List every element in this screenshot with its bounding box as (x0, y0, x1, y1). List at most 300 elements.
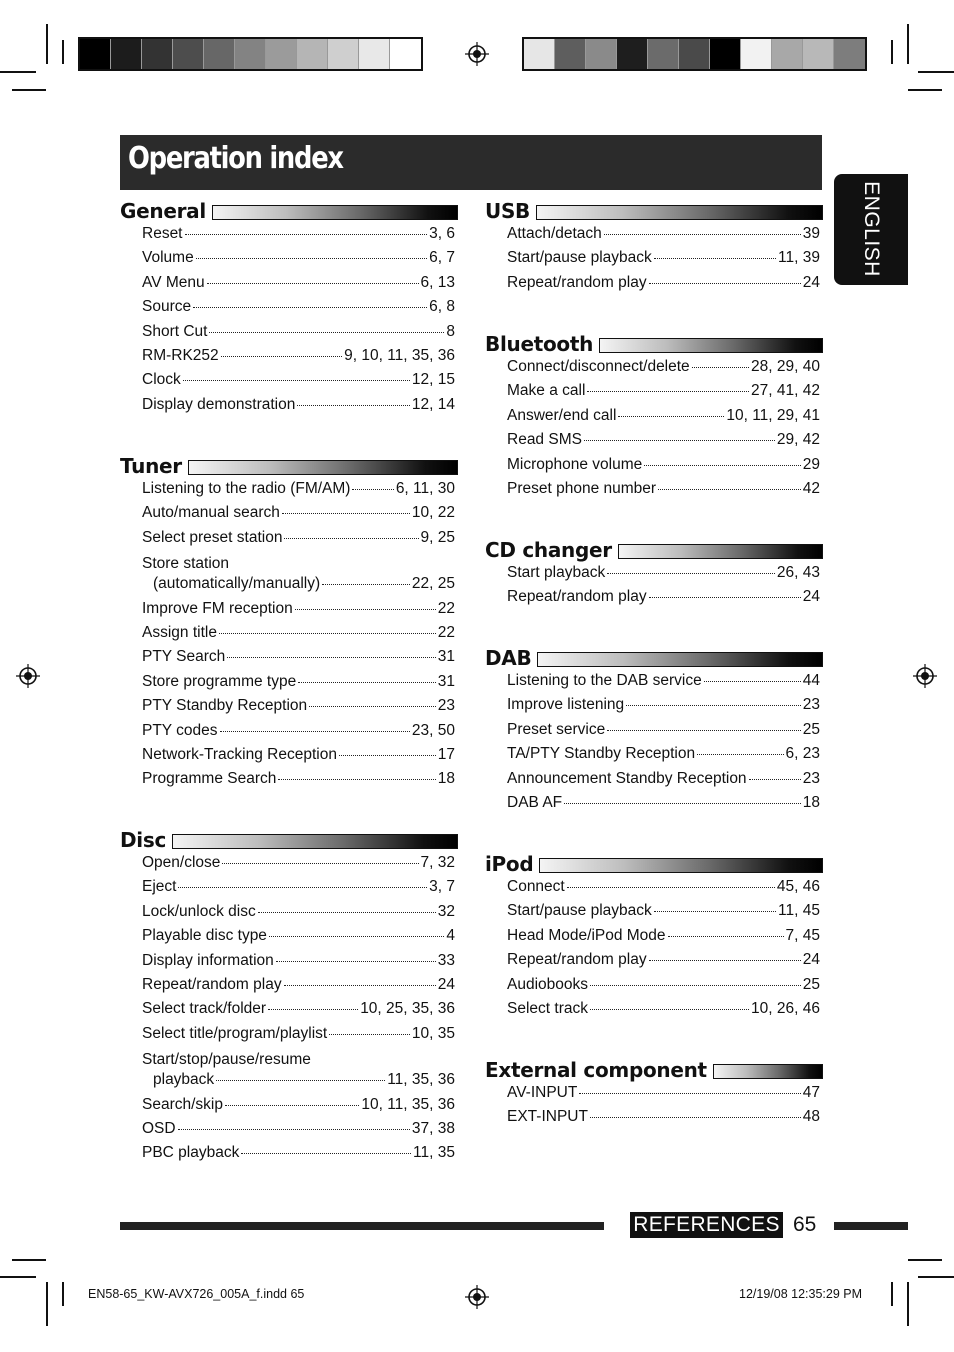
section-usb (485, 199, 823, 298)
index-entry-pages: 4 (446, 927, 455, 945)
color-swatch (80, 39, 111, 69)
index-entry (507, 249, 820, 273)
crop-mark (46, 24, 48, 64)
dot-leader (587, 391, 749, 392)
index-entry-pages: 11, 45 (778, 902, 820, 920)
dot-leader (221, 356, 342, 357)
section-gradient-bar (188, 460, 458, 475)
dot-leader (269, 936, 444, 937)
index-entry-label: DAB AF (507, 793, 563, 811)
index-entry-label: PTY Standby Reception (142, 697, 308, 715)
section-bluetooth (485, 332, 823, 504)
index-entry-label: Select preset station (142, 528, 283, 546)
index-entry-label: Connect/disconnect/delete (507, 358, 690, 375)
index-entry-pages: 27, 41, 42 (751, 382, 820, 400)
dot-leader (185, 234, 428, 235)
index-entry-label: PTY Search (142, 648, 226, 666)
color-swatch (173, 39, 204, 69)
index-entry-label: Repeat/random play (142, 975, 282, 993)
crop-mark (891, 40, 893, 64)
dot-leader (579, 1093, 800, 1094)
index-entry-pages: 10, 25, 35, 36 (360, 1000, 455, 1018)
section-title: General (120, 199, 206, 223)
dot-leader (298, 682, 436, 683)
crop-mark (908, 89, 942, 91)
crop-mark (0, 71, 36, 73)
index-entry-label: AV-INPUT (507, 1084, 578, 1101)
index-entry-pages: 23 (802, 769, 820, 787)
index-entry (142, 371, 455, 395)
index-entry (142, 347, 455, 371)
index-entry-label: Improve listening (507, 696, 625, 714)
index-entry-label: Select track (507, 999, 588, 1017)
registration-mark-icon (913, 664, 937, 688)
index-entry-pages: 47 (802, 1084, 820, 1101)
index-entry-pages: 6, 13 (420, 273, 455, 291)
registration-mark-icon (465, 1285, 489, 1309)
index-entry (507, 1084, 820, 1108)
dot-leader (222, 863, 418, 864)
dot-leader (258, 912, 436, 913)
index-entry-pages: 9, 25 (420, 528, 455, 546)
index-entry (507, 902, 820, 926)
index-entry-label: Answer/end call (507, 406, 617, 424)
index-entry-label: Start/pause playback (507, 249, 652, 267)
color-swatch (710, 39, 741, 69)
dot-leader (282, 513, 410, 514)
dot-leader (626, 705, 801, 706)
dot-leader (295, 609, 436, 610)
index-entry-pages: 44 (802, 672, 820, 689)
crop-mark (907, 24, 909, 64)
index-entry (142, 480, 455, 504)
section-gradient-bar (212, 205, 458, 220)
section-title: Disc (120, 828, 167, 852)
index-entry-pages: 25 (802, 720, 820, 738)
dot-leader (216, 1080, 385, 1081)
index-entry-label: Head Mode/iPod Mode (507, 926, 666, 944)
dot-leader (618, 416, 724, 417)
index-entry-pages: 28, 29, 40 (751, 358, 820, 375)
color-swatch (359, 39, 390, 69)
index-entry-pages: 6, 8 (429, 298, 455, 316)
section-external-component (485, 1058, 823, 1133)
index-entry (142, 854, 455, 878)
crop-mark (0, 1276, 36, 1278)
dot-leader (654, 258, 776, 259)
index-entry-label: Open/close (142, 854, 221, 871)
index-entry-label: Volume (142, 249, 194, 267)
color-swatch (266, 39, 297, 69)
section-ipod (485, 852, 823, 1024)
index-entry (507, 1000, 820, 1024)
crop-mark (12, 89, 46, 91)
index-entry (142, 903, 455, 927)
index-entry-pages: 17 (437, 745, 455, 763)
index-entry (507, 225, 820, 249)
dot-leader (590, 1009, 749, 1010)
color-swatch (772, 39, 803, 69)
index-entry (142, 927, 455, 951)
index-entry-label: Select track/folder (142, 1000, 267, 1018)
color-swatch (586, 39, 617, 69)
index-entry-label: Eject (142, 878, 177, 896)
index-entry-pages: 8 (446, 322, 455, 340)
index-entry-label: Programme Search (142, 770, 277, 788)
color-swatch (390, 39, 421, 69)
index-entry-pages: 12, 15 (411, 371, 455, 389)
index-entry (507, 878, 820, 902)
index-entry-label: Preset service (507, 720, 606, 738)
color-swatch (142, 39, 173, 69)
index-entry (142, 504, 455, 528)
dot-leader (584, 440, 775, 441)
dot-leader (284, 538, 418, 539)
index-entry-pages: 3, 6 (429, 225, 455, 242)
color-swatch (235, 39, 266, 69)
registration-mark-icon (465, 42, 489, 66)
index-entry-label: Connect (507, 878, 565, 895)
section-title: External component (485, 1058, 707, 1082)
index-entry-label: Reset (142, 225, 183, 242)
index-entry (507, 745, 820, 769)
dot-leader (564, 803, 801, 804)
section-title: USB (485, 199, 530, 223)
index-entry (507, 456, 820, 480)
section-dab (485, 646, 823, 818)
index-entry-pages: 9, 10, 11, 35, 36 (344, 346, 455, 364)
language-tab-label: ENGLISH (860, 181, 883, 277)
crop-mark (907, 1282, 909, 1326)
index-entry-pages: 11, 39 (778, 249, 820, 267)
index-entry-label: Listening to the radio (FM/AM) (142, 480, 351, 497)
dot-leader (309, 706, 436, 707)
index-entry-pages: 22 (437, 623, 455, 641)
index-entry-label: Read SMS (507, 431, 582, 449)
index-entry-pages: 37, 38 (411, 1119, 455, 1137)
index-entry (507, 951, 820, 975)
dot-leader (604, 234, 801, 235)
index-entry (142, 746, 455, 770)
index-entry (142, 1000, 455, 1024)
crop-mark (62, 40, 64, 64)
index-entry (507, 770, 820, 794)
index-entry-label: (automatically/manually) (153, 575, 321, 593)
index-entry-label: Display information (142, 951, 274, 969)
index-entry-label: Announcement Standby Reception (507, 769, 747, 787)
index-entry-pages: 6, 23 (785, 745, 820, 763)
index-entry (507, 407, 820, 431)
index-entry-pages: 31 (437, 672, 455, 690)
index-entry (142, 1120, 455, 1144)
dot-leader (654, 911, 776, 912)
index-entry-pages: 31 (437, 648, 455, 666)
index-entry (507, 794, 820, 818)
color-swatch (297, 39, 328, 69)
dot-leader (276, 961, 436, 962)
section-cd-changer (485, 538, 823, 613)
index-entry-pages: 48 (802, 1108, 820, 1126)
index-entry-pages: 10, 35 (411, 1024, 455, 1042)
index-entry (142, 722, 455, 746)
index-entry (142, 396, 455, 420)
index-entry (142, 274, 455, 298)
index-entry (142, 1071, 455, 1095)
dot-leader (352, 489, 393, 490)
color-swatch (834, 39, 865, 69)
dot-leader (697, 754, 783, 755)
dot-leader (183, 380, 410, 381)
index-entry (507, 672, 820, 696)
index-entry-label: Attach/detach (507, 225, 602, 242)
section-gradient-bar (172, 834, 458, 849)
index-entry-label: Playable disc type (142, 927, 267, 945)
index-entry-pages: 22 (437, 599, 455, 617)
color-swatch (617, 39, 648, 69)
index-entry (507, 976, 820, 1000)
footer-section-label: REFERENCES (630, 1212, 783, 1238)
dot-leader (284, 985, 436, 986)
index-entry-label: Store station (142, 555, 230, 573)
index-entry (142, 697, 455, 721)
dot-leader (241, 1153, 411, 1154)
index-entry-pages: 10, 11, 35, 36 (361, 1095, 455, 1113)
color-swatch (111, 39, 142, 69)
index-entry-pages: 23 (437, 697, 455, 715)
index-entry-pages: 24 (802, 951, 820, 969)
section-title: Bluetooth (485, 332, 594, 356)
index-entry-pages: 22, 25 (411, 575, 455, 593)
index-entry (142, 1144, 455, 1168)
index-entry (142, 878, 455, 902)
index-entry-label: Store programme type (142, 672, 297, 690)
section-gradient-bar (537, 652, 823, 667)
index-entry-label: Short Cut (142, 322, 208, 340)
crop-mark (12, 1259, 46, 1261)
color-swatch (204, 39, 235, 69)
index-entry (142, 298, 455, 322)
index-entry-pages: 10, 26, 46 (751, 999, 820, 1017)
dot-leader (607, 730, 801, 731)
index-entry (507, 927, 820, 951)
index-entry (142, 976, 455, 1000)
section-gradient-bar (618, 544, 823, 559)
dot-leader (649, 597, 801, 598)
index-entry-label: Repeat/random play (507, 273, 647, 291)
index-entry (142, 600, 455, 624)
dot-leader (649, 283, 801, 284)
crop-mark (908, 1259, 942, 1261)
dot-leader (590, 985, 801, 986)
print-slug-date: 12/19/08 12:35:29 PM (739, 1287, 863, 1301)
color-swatch (803, 39, 834, 69)
color-swatch (328, 39, 359, 69)
index-entry (507, 382, 820, 406)
dot-leader (644, 465, 800, 466)
index-entry-label: Assign title (142, 623, 217, 641)
index-entry (142, 225, 455, 249)
index-entry-pages: 23, 50 (411, 721, 455, 739)
color-calibration-strip-right (522, 37, 867, 71)
index-entry (507, 274, 820, 298)
index-entry (507, 588, 820, 612)
index-entry-pages: 42 (802, 479, 820, 497)
dot-leader (339, 755, 436, 756)
index-entry (142, 952, 455, 976)
index-entry (142, 575, 455, 599)
color-swatch (741, 39, 772, 69)
index-entry-pages: 11, 35 (413, 1144, 455, 1162)
index-entry-label: Start/stop/pause/resume (142, 1051, 311, 1069)
index-entry-label: Preset phone number (507, 479, 657, 497)
index-entry-pages: 7, 32 (420, 854, 455, 871)
index-entry-pages: 18 (437, 770, 455, 788)
index-entry-label: Source (142, 298, 192, 316)
print-slug-file: EN58-65_KW-AVX726_005A_f.indd 65 (88, 1287, 305, 1301)
index-entry-pages: 11, 35, 36 (387, 1071, 455, 1089)
page-number: 65 (793, 1213, 817, 1236)
index-entry-pages: 23 (802, 696, 820, 714)
index-entry-label: Select title/program/playlist (142, 1024, 328, 1042)
dot-leader (193, 307, 427, 308)
index-entry (507, 1108, 820, 1132)
index-entry-label: playback (153, 1071, 215, 1089)
dot-leader (220, 731, 410, 732)
dot-leader (209, 332, 444, 333)
index-entry-pages: 3, 7 (429, 878, 455, 896)
dot-leader (704, 681, 801, 682)
index-entry-label: EXT-INPUT (507, 1108, 588, 1126)
index-entry-pages: 32 (437, 902, 455, 920)
index-entry-label: Clock (142, 371, 181, 389)
footer-rule (120, 1222, 604, 1230)
index-entry-label: Search/skip (142, 1095, 223, 1113)
dot-leader (268, 1009, 358, 1010)
index-entry (142, 648, 455, 672)
index-entry-label: AV Menu (142, 273, 205, 291)
section-general (120, 199, 458, 420)
footer-rule (834, 1222, 908, 1230)
index-entry-pages: 26, 43 (776, 564, 820, 581)
crop-mark (891, 1282, 893, 1306)
dot-leader (227, 657, 435, 658)
index-entry (507, 564, 820, 588)
index-entry (507, 431, 820, 455)
color-calibration-strip-left (78, 37, 423, 71)
color-swatch (679, 39, 710, 69)
index-entry-pages: 24 (437, 975, 455, 993)
index-entry-pages: 33 (437, 951, 455, 969)
index-entry (507, 696, 820, 720)
dot-leader (225, 1105, 359, 1106)
index-entry-label: RM-RK252 (142, 346, 219, 364)
index-entry (142, 673, 455, 697)
section-tuner (120, 454, 458, 795)
page-title-bar (120, 135, 822, 190)
dot-leader (297, 405, 410, 406)
dot-leader (178, 887, 427, 888)
index-entry-label: Lock/unlock disc (142, 902, 256, 920)
index-entry-pages: 39 (802, 225, 820, 242)
index-entry-label: TA/PTY Standby Reception (507, 745, 696, 763)
index-entry-pages: 45, 46 (776, 878, 820, 895)
index-entry-label: OSD (142, 1119, 176, 1137)
section-title: CD changer (485, 538, 612, 562)
dot-leader (196, 258, 427, 259)
dot-leader (607, 573, 775, 574)
index-entry-pages: 12, 14 (411, 395, 455, 413)
index-entry-label: Network-Tracking Reception (142, 745, 337, 763)
section-title: DAB (485, 646, 532, 670)
index-entry (507, 721, 820, 745)
index-entry (507, 480, 820, 504)
index-entry-pages: 24 (802, 588, 820, 606)
index-entry-pages: 18 (802, 793, 820, 811)
section-gradient-bar (536, 205, 823, 220)
crop-mark (918, 71, 954, 73)
index-entry-label: Display demonstration (142, 395, 296, 413)
index-entry (142, 1096, 455, 1120)
index-entry-pages: 29 (802, 455, 820, 473)
index-entry-label: Start playback (507, 564, 606, 581)
index-entry-pages: 25 (802, 975, 820, 993)
crop-mark (62, 1282, 64, 1306)
index-entry-pages: 29, 42 (776, 431, 820, 449)
index-entry-label: Improve FM reception (142, 599, 293, 617)
language-tab (834, 174, 908, 285)
dot-leader (567, 887, 775, 888)
index-entry-label: Start/pause playback (507, 902, 652, 920)
dot-leader (278, 779, 435, 780)
dot-leader (590, 1117, 801, 1118)
index-entry-pages: 6, 11, 30 (395, 480, 455, 497)
index-entry (142, 624, 455, 648)
dot-leader (322, 584, 410, 585)
section-gradient-bar (539, 858, 823, 873)
index-entry-label: Auto/manual search (142, 504, 280, 522)
index-entry-pages: 10, 22 (411, 504, 455, 522)
color-swatch (648, 39, 679, 69)
index-entry-label: Microphone volume (507, 455, 643, 473)
index-entry-label: Make a call (507, 382, 586, 400)
color-swatch (524, 39, 555, 69)
index-entry-label: PTY codes (142, 721, 218, 739)
color-swatch (555, 39, 586, 69)
dot-leader (668, 936, 784, 937)
index-entry (142, 249, 455, 273)
index-entry (142, 529, 455, 553)
dot-leader (178, 1129, 410, 1130)
dot-leader (658, 489, 801, 490)
index-entry (142, 770, 455, 794)
section-title: iPod (485, 852, 534, 876)
index-entry-label: Audiobooks (507, 975, 589, 993)
crop-mark (46, 1282, 48, 1326)
index-entry (507, 358, 820, 382)
index-entry-pages: 7, 45 (785, 926, 820, 944)
section-gradient-bar (599, 338, 823, 353)
page-title: Operation index (128, 141, 343, 176)
index-entry-label: Repeat/random play (507, 951, 647, 969)
registration-mark-icon (16, 664, 40, 688)
index-entry-pages: 6, 7 (429, 249, 455, 267)
index-entry (142, 1025, 455, 1049)
crop-mark (918, 1276, 954, 1278)
section-title: Tuner (120, 454, 182, 478)
dot-leader (649, 960, 801, 961)
index-entry-label: Repeat/random play (507, 588, 647, 606)
dot-leader (329, 1034, 410, 1035)
